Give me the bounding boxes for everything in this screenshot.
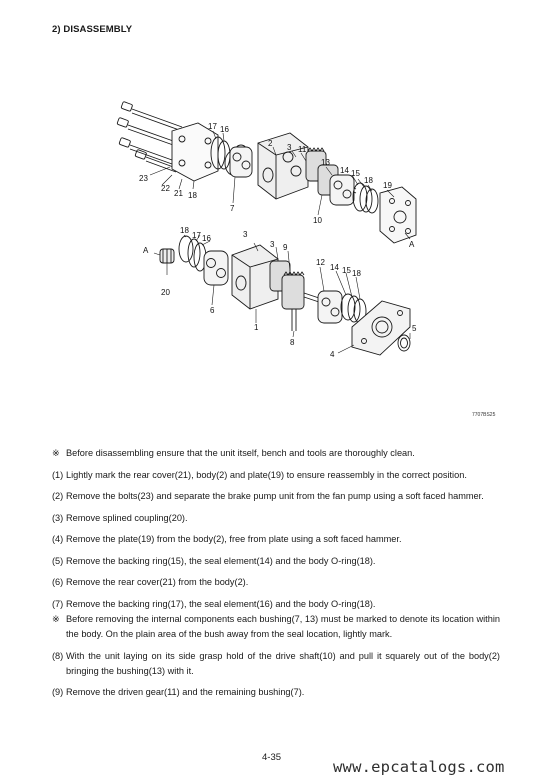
callout-8: 8 — [290, 338, 295, 347]
step-marker: (8) — [52, 650, 64, 661]
step-marker: (3) — [52, 512, 64, 523]
callout-10: 10 — [313, 216, 322, 225]
bushing-13 — [330, 175, 354, 205]
callout-11: 11 — [298, 145, 307, 154]
callout-A-left: A — [143, 246, 149, 255]
callout-3-upper: 3 — [287, 143, 292, 152]
step-marker: (2) — [52, 491, 64, 501]
exploded-view-figure — [110, 95, 490, 420]
step-3 — [52, 511, 500, 526]
bushing-6 — [204, 251, 228, 285]
callout-6: 6 — [210, 306, 215, 315]
step-text: Before disassembling ensure that the unit itself, bench and tools are thoroughly clean. — [66, 448, 415, 458]
watermark: www.epcatalogs.com — [333, 758, 505, 776]
callout-18-flange: 18 — [352, 269, 361, 278]
step-text: Before removing the internal components each bushing(7, 13) must be marked to denote its location within the body. On the plain area of the bush away from the seal location, lightly mark. — [66, 614, 500, 639]
shaft-seal-5 — [398, 335, 410, 351]
callout-18-upper: 18 — [364, 176, 373, 185]
callout-18-rear: 18 — [188, 191, 197, 200]
step-text: Remove the bolts(23) and separate the brake pump unit from the fan pump using a soft faced hammer. — [66, 491, 484, 501]
bushing-12 — [318, 291, 342, 323]
body-2 — [258, 133, 308, 199]
step-1 — [52, 468, 500, 483]
callout-22: 22 — [161, 184, 170, 193]
section-title: 2) DISASSEMBLY — [52, 24, 133, 35]
step-text: With the unit laying on its side grasp hold of the drive shaft(10) and pull it squarely out of the body(2) bringing the bushing(13) with it. — [66, 650, 500, 676]
step-text: Remove the driven gear(11) and the remaining bushing(7). — [66, 687, 305, 697]
step-marker: ※ — [52, 614, 60, 624]
callout-3-lower-b: 3 — [270, 240, 275, 249]
step-marker: (7) — [52, 598, 64, 609]
step-8 — [52, 649, 500, 679]
callout-14-lower: 14 — [330, 263, 339, 272]
callout-12: 12 — [316, 258, 325, 267]
step-text: Lightly mark the rear cover(21), body(2) and plate(19) to ensure reassembly in the correct position. — [66, 469, 467, 480]
step-text: Remove the backing ring(17), the seal element(16) and the body O-ring(18). — [66, 598, 376, 609]
step-6 — [52, 575, 500, 590]
step-marker: (4) — [52, 534, 64, 544]
step-note-bushing-marking — [52, 612, 500, 642]
callout-23: 23 — [139, 174, 148, 183]
step-2 — [52, 489, 500, 504]
step-9 — [52, 685, 500, 700]
step-marker: (9) — [52, 687, 64, 697]
callout-19: 19 — [383, 181, 392, 190]
disassembly-steps — [52, 446, 500, 707]
callout-2: 2 — [268, 139, 273, 148]
callout-1: 1 — [254, 323, 259, 332]
callout-9: 9 — [283, 243, 288, 252]
step-marker: ※ — [52, 448, 60, 458]
step-text: Remove the backing ring(15), the seal element(14) and the body O-ring(18). — [66, 555, 376, 566]
step-4 — [52, 532, 500, 547]
step-marker: (6) — [52, 577, 64, 587]
page-number: 4-35 — [262, 752, 282, 763]
step-note-clean — [52, 446, 500, 461]
callout-13: 13 — [321, 158, 330, 167]
step-7 — [52, 597, 500, 612]
callout-16-upper: 16 — [220, 125, 229, 134]
callout-20: 20 — [161, 288, 170, 297]
callout-18-lower: 18 — [180, 226, 189, 235]
callout-5: 5 — [412, 324, 417, 333]
callout-17-upper: 17 — [208, 122, 217, 131]
callout-7: 7 — [230, 204, 235, 213]
coupling-20 — [160, 249, 174, 263]
step-text: Remove splined coupling(20). — [66, 512, 188, 523]
exploded-view-drawing — [110, 95, 490, 420]
step-text: Remove the plate(19) from the body(2), free from plate using a soft faced hammer. — [66, 534, 402, 544]
step-text: Remove the rear cover(21) from the body(2). — [66, 577, 249, 587]
callout-15-upper: 15 — [351, 169, 360, 178]
callout-A-right: A — [409, 240, 415, 249]
step-marker: (1) — [52, 469, 64, 480]
callout-4: 4 — [330, 350, 335, 359]
callout-21: 21 — [174, 189, 183, 198]
callout-16-lower: 16 — [202, 234, 211, 243]
step-marker: (5) — [52, 555, 64, 566]
callout-3-lower-a: 3 — [243, 230, 248, 239]
callout-17-lower: 17 — [192, 231, 201, 240]
callout-14-upper: 14 — [340, 166, 349, 175]
figure-code: 7707BS25 — [472, 412, 496, 418]
plate-19 — [380, 187, 416, 243]
step-5 — [52, 554, 500, 569]
callout-15-lower: 15 — [342, 266, 351, 275]
